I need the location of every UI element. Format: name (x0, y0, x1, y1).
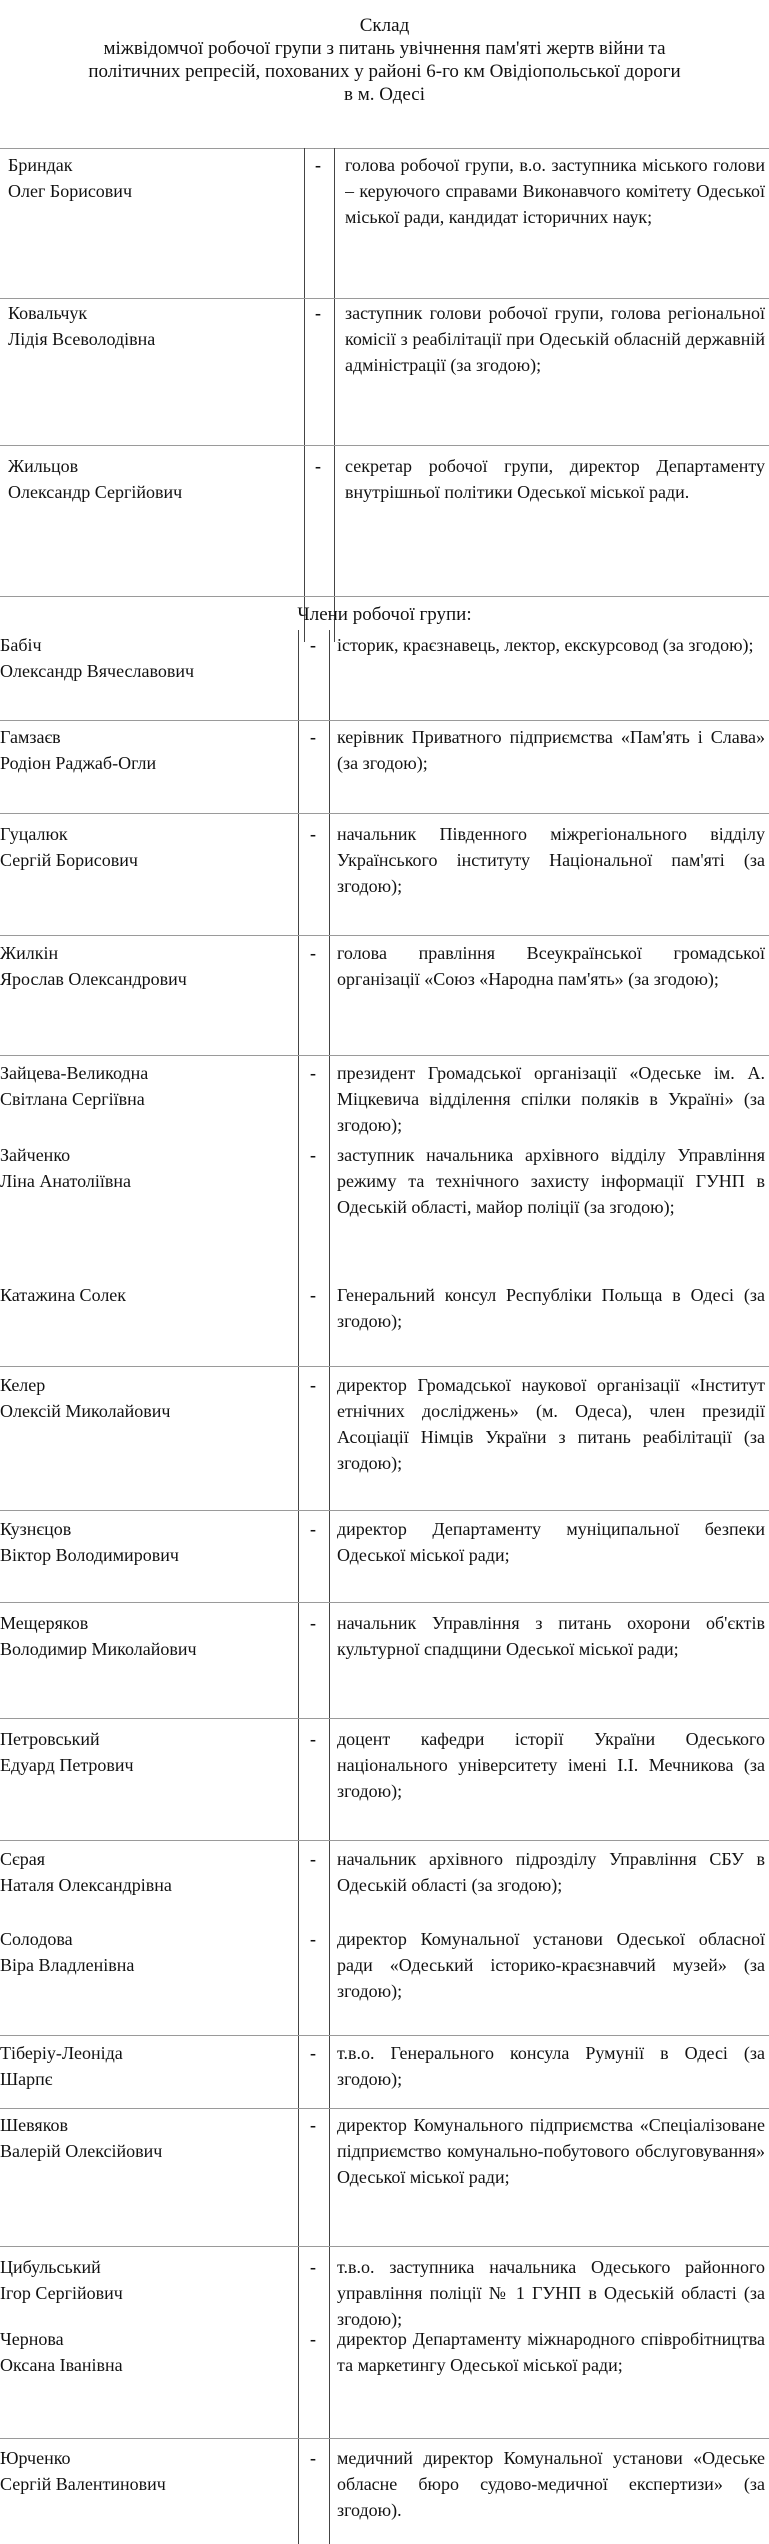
divider (0, 1718, 769, 1719)
document-title: Склад (359, 15, 410, 36)
member-given-names: Ярослав Олександрович (0, 969, 187, 989)
member-role: директор Комунальної установи Одеської обласної ради «Одеський історико-краєзнавчий музей» (за згодою); (337, 1929, 765, 2001)
member-role: медичний директор Комунальної установи «Одеське обласне бюро судово-медичної експертизи» (за згодою). (337, 2448, 765, 2520)
divider (0, 935, 769, 936)
dash: - (310, 1849, 316, 1869)
member-role: начальник Управління з питань охорони об'єктів культурної спадщини Одеської міської ради; (337, 1613, 765, 1659)
member-surname: Петровський (0, 1729, 100, 1749)
member-full-name: Катажина Солек (0, 1285, 127, 1305)
divider (0, 2108, 769, 2109)
member-given-names: Олег Борисович (8, 181, 132, 201)
member-name (8, 453, 298, 505)
member-surname: Зайченко (0, 1145, 71, 1165)
member-surname: Бабіч (0, 635, 42, 655)
member-role: т.в.о. заступника начальника Одеського районного управління поліції № 1 ГУНП в Одеській області (за згодою); (337, 2257, 765, 2329)
column-divider (334, 148, 335, 642)
column-divider (304, 148, 305, 642)
member-role: Генеральний консул Республіки Польща в Одесі (за згодою); (337, 1285, 765, 1331)
member-name (0, 1372, 290, 1424)
member-given-names: Оксана Іванівна (0, 2355, 123, 2375)
dash: - (310, 2043, 316, 2063)
member-name (0, 724, 290, 776)
member-name (8, 300, 298, 352)
member-role: директор Комунального підприємства «Спеціалізоване підприємство комунально-побутового обслуговування» Одеської міської ради; (337, 2115, 765, 2187)
member-role: т.в.о. Генерального консула Румунії в Одесі (за згодою); (337, 2043, 765, 2089)
member-surname: Юрченко (0, 2448, 71, 2468)
member-surname: Келер (0, 1375, 46, 1395)
member-role: заступник начальника архівного відділу Управління режиму та технічного захисту інформації ГУНП в Одеській області, майор поліції (за згодою); (337, 1145, 765, 1217)
member-given-names: Лідія Всеволодівна (8, 329, 156, 349)
document-subtitle-line: в м. Одесі (343, 84, 425, 105)
dash: - (310, 824, 316, 844)
divider (0, 1602, 769, 1603)
members-section-title: Члени робочої групи: (297, 604, 472, 625)
member-name (0, 940, 290, 992)
member-surname: Чернова (0, 2329, 64, 2349)
dash: - (310, 1613, 316, 1633)
member-name (0, 821, 290, 873)
member-role: директор Громадської наукової організації «Інститут етнічних досліджень» (м. Одеса), член президії Асоціації Німців України з питань реабілітації (за згодою); (337, 1375, 765, 1473)
column-divider (329, 630, 330, 2544)
member-given-names: Олексій Миколайович (0, 1401, 171, 1421)
member-given-names: Сергій Валентинович (0, 2474, 166, 2494)
dash: - (310, 2115, 316, 2135)
member-given-names: Олександр Сергійович (8, 482, 183, 502)
member-name (0, 1610, 290, 1662)
member-surname: Гуцалюк (0, 824, 68, 844)
divider (0, 596, 769, 597)
member-surname: Цибульський (0, 2257, 101, 2277)
member-name (0, 1726, 290, 1778)
member-role: директор Департаменту міжнародного співробітництва та маркетингу Одеської міської ради; (337, 2329, 765, 2375)
member-given-names: Ліна Анатоліївна (0, 1171, 131, 1191)
member-role: начальник архівного підрозділу Управління СБУ в Одеській області (за згодою); (337, 1849, 765, 1895)
member-surname: Тіберіу-Леоніда (0, 2043, 123, 2063)
member-name (0, 1060, 290, 1112)
member-name (8, 152, 298, 204)
dash: - (310, 943, 316, 963)
member-surname: Жильцов (8, 456, 79, 476)
member-given-names: Шарпє (0, 2069, 53, 2089)
document-subtitle-line: політичних репресій, похованих у районі 6-го км Овідіопольської дороги (88, 61, 681, 82)
dash: - (310, 1929, 316, 1949)
member-surname: Зайцева-Великодна (0, 1063, 149, 1083)
member-name (0, 1282, 290, 1308)
dash: - (310, 635, 316, 655)
member-given-names: Едуард Петрович (0, 1755, 134, 1775)
divider (0, 1366, 769, 1367)
dash: - (310, 1729, 316, 1749)
divider (0, 298, 769, 299)
dash: - (310, 2257, 316, 2277)
member-given-names: Ігор Сергійович (0, 2283, 123, 2303)
member-role: секретар робочої групи, директор Департаменту внутрішньої політики Одеської міської ради. (345, 456, 765, 502)
divider (0, 2246, 769, 2247)
member-role: історик, краєзнавець, лектор, екскурсовод (за згодою); (337, 635, 754, 655)
dash: - (315, 155, 321, 175)
member-role: голова робочої групи, в.о. заступника міського голови – керуючого справами Виконавчого комітету Одеської міської ради, кандидат історичних наук; (345, 155, 765, 227)
divider (0, 148, 769, 149)
member-given-names: Володимир Миколайович (0, 1639, 197, 1659)
dash: - (310, 1285, 316, 1305)
dash: - (310, 1375, 316, 1395)
divider (0, 1840, 769, 1841)
member-given-names: Наталя Олександрівна (0, 1875, 172, 1895)
member-surname: Мещеряков (0, 1613, 89, 1633)
member-given-names: Валерій Олексійович (0, 2141, 163, 2161)
divider (0, 2035, 769, 2036)
dash: - (310, 2329, 316, 2349)
member-role: начальник Південного міжрегіонального відділу Українського інституту Національної пам'яті (за згодою); (337, 824, 765, 896)
document-header (0, 14, 769, 106)
dash: - (310, 2448, 316, 2468)
dash: - (310, 1145, 316, 1165)
divider (0, 813, 769, 814)
dash: - (310, 727, 316, 747)
member-name (0, 2112, 290, 2164)
member-name (0, 2040, 290, 2092)
member-role: доцент кафедри історії України Одеського національного університету імені І.І. Мечникова (за згодою); (337, 1729, 765, 1801)
member-given-names: Віра Владленівна (0, 1955, 135, 1975)
member-role: президент Громадської організації «Одеське ім. А. Міцкевича відділення спілки поляків в Україні» (за згодою); (337, 1063, 765, 1135)
dash: - (310, 1519, 316, 1539)
member-given-names: Родіон Раджаб-Огли (0, 753, 157, 773)
member-name (0, 1142, 290, 1194)
member-surname: Гамзаєв (0, 727, 61, 747)
member-surname: Жилкін (0, 943, 59, 963)
dash: - (315, 303, 321, 323)
member-name (0, 1516, 290, 1568)
member-surname: Шевяков (0, 2115, 69, 2135)
dash: - (315, 456, 321, 476)
member-role: директор Департаменту муніципальної безпеки Одеської міської ради; (337, 1519, 765, 1565)
member-name (0, 2326, 290, 2378)
divider (0, 1510, 769, 1511)
divider (0, 720, 769, 721)
divider (0, 2438, 769, 2439)
member-surname: Ковальчук (8, 303, 88, 323)
column-divider (298, 630, 299, 2544)
member-role: голова правління Всеукраїнської громадської організації «Союз «Народна пам'ять» (за згодою); (337, 943, 765, 989)
member-surname: Солодова (0, 1929, 73, 1949)
member-name (0, 1926, 290, 1978)
member-given-names: Сергій Борисович (0, 850, 138, 870)
member-role: керівник Приватного підприємства «Пам'ять і Слава» (за згодою); (337, 727, 765, 773)
member-name (0, 2254, 290, 2306)
member-given-names: Світлана Сергіївна (0, 1089, 145, 1109)
member-name (0, 1846, 290, 1898)
member-surname: Сєрая (0, 1849, 45, 1869)
dash: - (310, 1063, 316, 1083)
member-name (0, 2445, 290, 2497)
member-name (0, 632, 290, 684)
member-role: заступник голови робочої групи, голова регіональної комісії з реабілітації при Одеській обласній державній адміністрації (за згодою); (345, 303, 765, 375)
member-surname: Бриндак (8, 155, 73, 175)
member-surname: Кузнєцов (0, 1519, 72, 1539)
divider (0, 1055, 769, 1056)
document-subtitle-line: міжвідомчої робочої групи з питань увічнення пам'яті жертв війни та (103, 38, 666, 59)
member-given-names: Олександр Вячеславович (0, 661, 195, 681)
member-given-names: Віктор Володимирович (0, 1545, 179, 1565)
divider (0, 445, 769, 446)
